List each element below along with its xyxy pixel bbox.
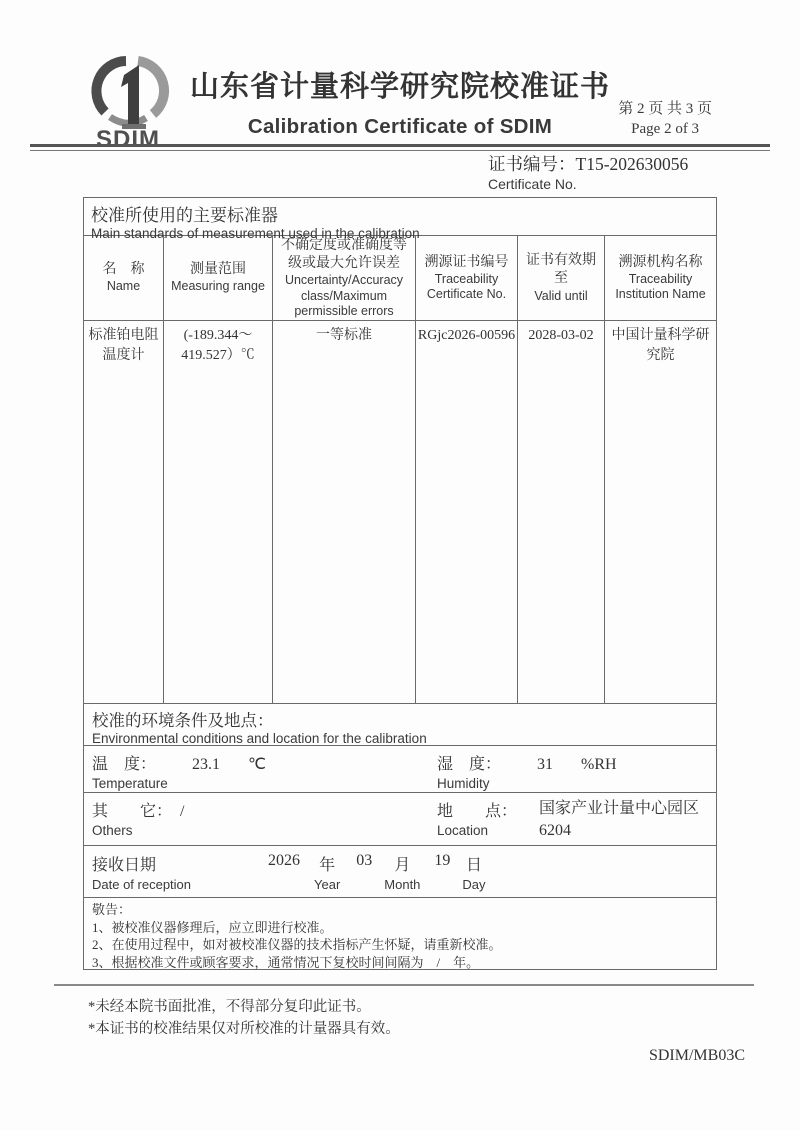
reception-day-value-col [434,852,450,897]
col-header-name-en: Name [106,279,141,294]
standard-name: 标准铂电阻温度计 [88,328,159,363]
standards-table-row [84,321,716,704]
traceability-cert-cell [416,321,518,703]
others-value: / [180,803,185,820]
footer-note-2: *本证书的校准结果仅对所校准的计量器具有效。 [88,1020,400,1037]
temperature-block [92,751,437,792]
measuring-range-line1: (-189.344～ [183,328,253,343]
reception-month-en: Month [384,877,421,892]
reception-year-value: 2026 [268,852,300,869]
document-header [150,64,650,139]
traceability-cert-no: RGjc2026-00596 [417,328,516,343]
temperature-label: 温 度： [92,756,157,773]
location-block [437,798,708,845]
environment-title-en: Environmental conditions and location for the calibration [92,731,427,746]
reception-date-row [84,846,716,898]
page-number [618,99,712,140]
reception-year-col [314,852,340,897]
standards-table-header-row [84,236,716,321]
certificate-body [83,197,717,970]
humidity-label-en: Humidity [437,776,490,791]
humidity-label: 湿 度： [437,756,502,773]
others-block [92,798,437,845]
reception-day-en: Day [462,877,486,892]
institution-name: 中国计量科学研究院 [611,328,710,363]
institution-cell [605,321,716,703]
others-label-en: Others [92,823,133,838]
location-value-line2: 6204 [539,821,571,839]
measuring-range-line2: 419.527）℃ [181,347,255,363]
sdim-logo-text: SDIM [96,126,160,150]
page-title: 山东省计量科学研究院校准证书 [189,71,610,103]
reception-day-zh: 日 [465,857,482,874]
page-title-english: Calibration Certificate of SDIM [247,115,553,138]
certificate-number [488,154,688,192]
location-label: 地 点： [437,803,518,820]
footer-divider [54,984,754,986]
col-header-name [84,236,164,320]
measuring-range-cell [164,321,273,703]
humidity-unit: %RH [581,756,617,773]
footer-note-1: *未经本院书面批准，不得部分复印此证书。 [88,999,371,1015]
col-header-name-zh: 名 称 [102,262,145,278]
temperature-unit: ℃ [248,756,266,773]
col-header-range-zh: 测量范围 [190,262,246,278]
reception-month-col [384,852,420,897]
page-number-zh: 第 2 页 共 3 页 [618,101,712,117]
reception-label-col [92,852,224,897]
col-header-valid-until [518,236,605,320]
notice-item-3: 3、根据校准文件或顾客要求，通常情况下复校时间间隔为 / 年。 [92,955,480,971]
col-header-institution [605,236,716,320]
humidity-value: 31 [537,756,554,773]
footer-notes [88,997,400,1041]
reception-label: 接收日期 [92,857,157,874]
reception-year-value-col [268,852,300,897]
reception-month-value-col [356,852,372,897]
notice-item-2: 2、在使用过程中，如对被校准仪器的技术指标产生怀疑，请重新校准。 [92,937,502,953]
col-header-measuring-range [164,236,273,320]
reception-day-col [462,852,485,897]
location-value-line1: 国家产业计量中心园区 [539,800,700,817]
temperature-label-en: Temperature [92,776,168,791]
valid-until-cell [518,321,605,703]
standards-title-en: Main standards of measurement used in the calibration [91,226,420,241]
col-header-institution-zh: 溯源机构名称 [618,254,703,270]
standards-title-zh: 校准所使用的主要标准器 [91,206,278,225]
standard-name-cell [84,321,164,703]
reception-year-zh: 年 [319,857,336,874]
notice-section [84,898,716,969]
col-header-institution-en: Traceability Institution Name [615,271,706,302]
col-header-traceability-en: Traceability Certificate No. [426,271,507,302]
reception-label-en: Date of reception [92,877,192,892]
certificate-number-label-en: Certificate No. [488,176,577,193]
page-number-en: Page 2 of 3 [631,121,700,138]
col-header-range-en: Measuring range [171,279,265,294]
col-header-valid-en: Valid until [534,288,588,303]
header-divider [30,144,770,151]
reception-month-zh: 月 [394,857,411,874]
notice-title: 敬告： [92,902,132,917]
notice-item-1: 1、被校准仪器修理后，应立即进行校准。 [92,919,333,935]
environment-title-zh: 校准的环境条件及地点： [92,711,274,730]
col-header-traceability-zh: 溯源证书编号 [424,254,509,270]
environment-section-title [84,704,716,746]
humidity-block [437,751,708,792]
temperature-value: 23.1 [192,756,221,773]
col-header-uncertainty-zh: 不确定度或准确度等级或最大允许误差 [281,237,407,272]
others-location-row [84,793,716,846]
location-label-col [437,798,533,845]
col-header-traceability-cert [416,236,518,320]
standards-table-title [84,198,716,241]
others-label: 其 它： [92,803,173,820]
col-header-uncertainty-en: Uncertainty/Accuracy class/Maximum permissible errors [284,273,404,318]
location-value-col [539,798,699,845]
form-code: SDIM/MB03C [648,1047,745,1064]
temperature-humidity-row [84,746,716,793]
valid-until-date: 2028-03-02 [528,328,594,343]
accuracy-grade-cell [273,321,416,703]
location-label-en: Location [437,823,489,838]
accuracy-grade: 一等标准 [316,328,372,343]
reception-year-en: Year [314,877,341,892]
reception-month-value: 03 [356,852,373,869]
certificate-number-value: 证书编号：T15-202630056 [488,154,689,174]
reception-day-value: 19 [434,852,451,869]
col-header-valid-zh: 证书有效期至 [526,253,596,287]
col-header-uncertainty [273,236,416,320]
